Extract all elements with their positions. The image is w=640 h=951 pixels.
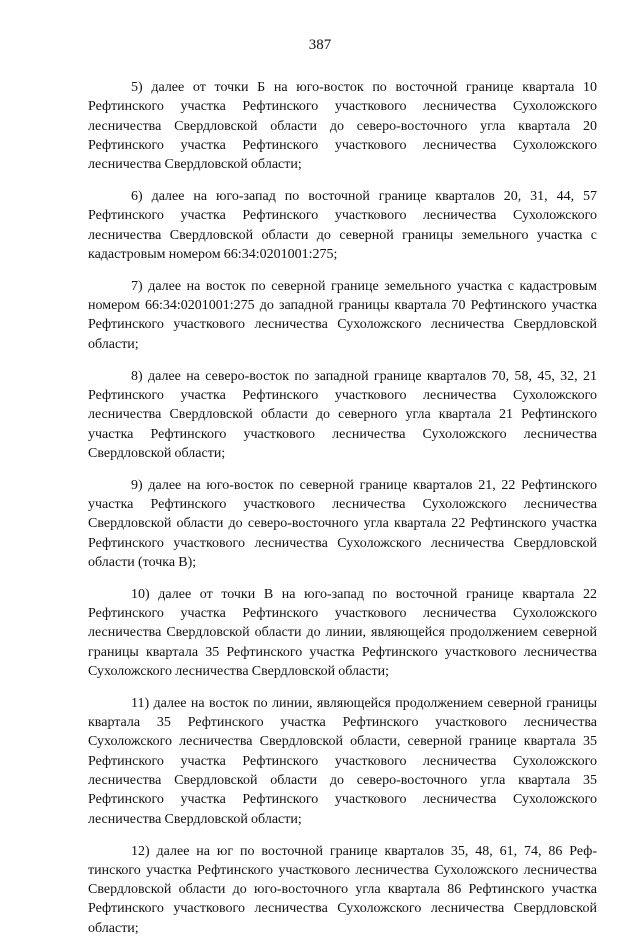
document-body	[88, 78, 597, 951]
paragraph-item-7: 7) далее на восток по северной границе земельного участка с кадастровым номером 66:34:0201001:275 до западной границы квартала 70 Рефтинского участка Рефтинского участкового лесничества Сухоложского лесничества Свердловской области;	[88, 278, 597, 352]
paragraph-item-11: 11) далее на восток по линии, являющейся продолжением северной границы квартала 35 Рефтинского участка Рефтинского участкового лесничества Сухоложского лесничества Свердловской области, северной границе квартала 35 Рефтинского участка Рефтинского участкового лесничества Сухоложского лесничества Свердловской области до северо-восточного угла квартала 35 Рефтинского участка Рефтинского участкового лесничества Сухоложского лесничества Свердловской области;	[88, 695, 597, 827]
paragraph-item-5: 5) далее от точки Б на юго-восток по восточной границе квартала 10 Рефтинского участка Рефтинского участкового лесничества Сухоложского лесничества Свердловской области до северо-восточного угла квартала 20 Рефтинского участка Рефтинского участкового лесничества Сухоложского лесничества Свердловской области;	[88, 80, 597, 173]
page-number: 387	[308, 37, 332, 53]
paragraph-item-8: 8) далее на северо-восток по западной границе кварталов 70, 58, 45, 32, 21 Рефтинского участка Рефтинского участкового лесничества Сухоложского лесничества Свердловской области до северного угла квартала 21 Рефтинского участка Рефтинского участкового лесничества Сухоложского лесничества Свердловской области;	[88, 368, 597, 461]
paragraph-item-9: 9) далее на юго-восток по северной границе кварталов 21, 22 Рефтинского участка Рефтинского участкового лесничества Сухоложского лесничества Свердловской области до северо-восточного угла квартала 22 Рефтинского участка Рефтинского участкового лесничества Сухоложского лесничества Свердловской области (точка В);	[88, 477, 597, 570]
paragraph-item-10: 10) далее от точки В на юго-запад по восточной границе квартала 22 Рефтинского участка Рефтинского участкового лесничества Сухоложского лесничества Свердловской области до линии, являющейся продолжением северной границы квартала 35 Рефтинского участка Рефтинского участкового лесничества Сухоложского лесничества Свердловской области;	[88, 586, 597, 679]
paragraph-item-12: 12) далее на юг по восточной границе кварталов 35, 48, 61, 74, 86 Рефтинского участка Рефтинского участкового лесничества Сухоложского лесничества Свердловской области до юго-восточного угла квартала 86 Рефтинского участка Рефтинского участкового лесничества Сухоложского лесничества Свердловской области;	[88, 843, 597, 936]
paragraph-item-6: 6) далее на юго-запад по восточной границе кварталов 20, 31, 44, 57 Рефтинского участка Рефтинского участкового лесничества Сухоложского лесничества Свердловской области до северной границы земельного участка с кадастровым номером 66:34:0201001:275;	[88, 189, 597, 262]
